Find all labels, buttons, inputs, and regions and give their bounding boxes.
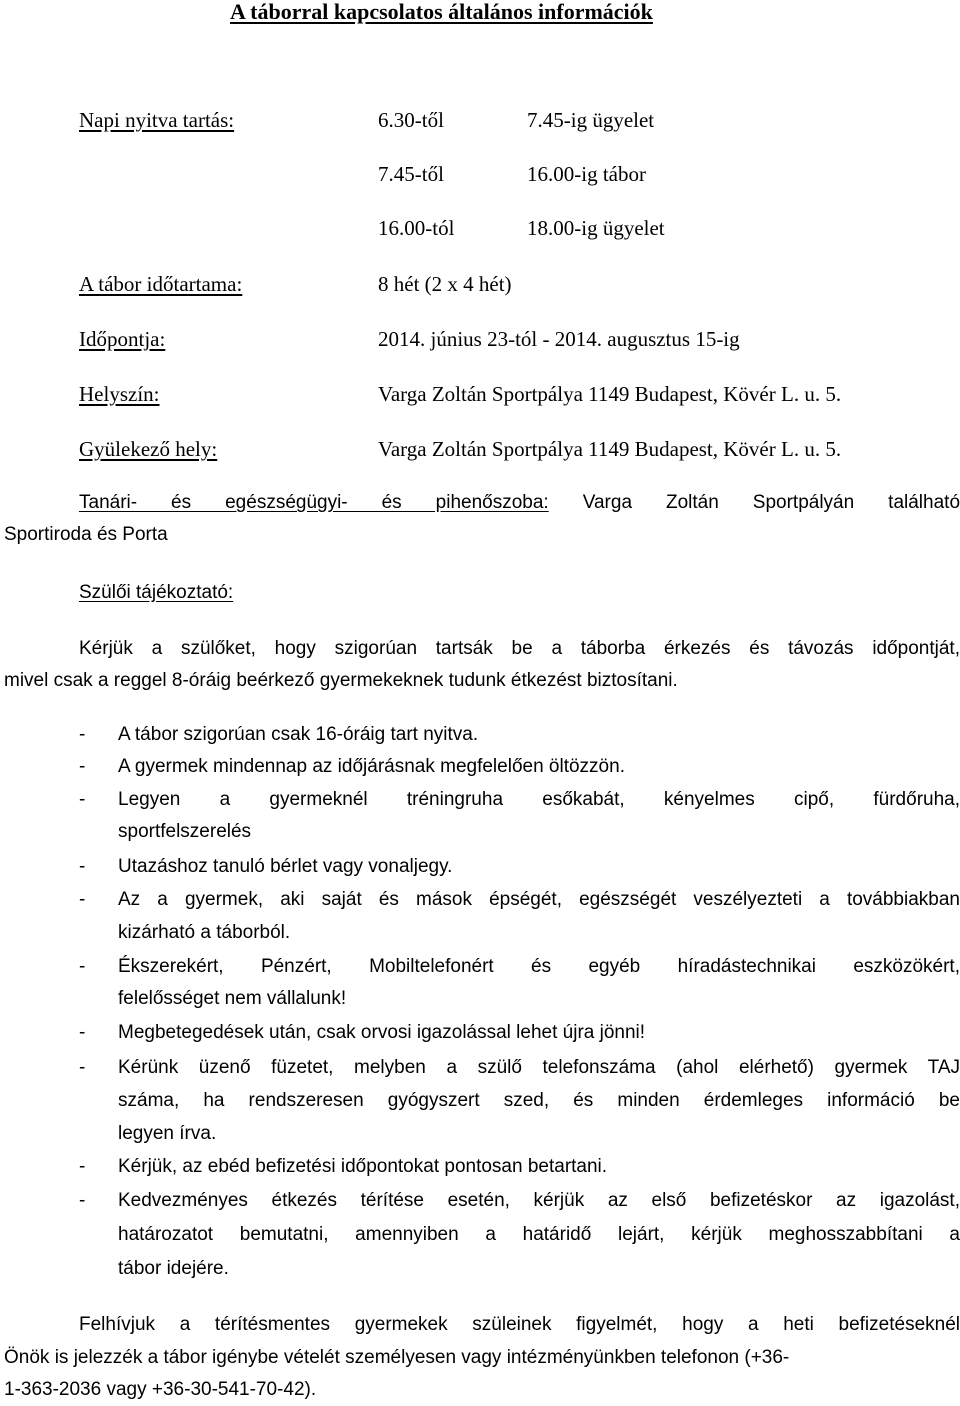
- meeting-label: Gyülekező hely:: [79, 437, 218, 461]
- parents-intro-line2: mivel csak a reggel 8-óráig beérkező gyermekeknek tudunk étkezést biztosítani.: [4, 670, 678, 691]
- rooms-value: Varga Zoltán Sportpályán található: [582, 492, 960, 513]
- parents-intro-line1: Kérjük a szülőket, hogy szigorúan tartsák be a táborba érkezés és távozás időpontját,: [79, 638, 960, 659]
- list-item-2: A gyermek mindennap az időjárásnak megfelelően öltözzön.: [118, 756, 625, 777]
- schedule-to-3: 18.00-ig ügyelet: [527, 216, 665, 240]
- location-value: Varga Zoltán Sportpálya 1149 Budapest, Kövér L. u. 5.: [378, 382, 842, 406]
- bullet-dash: -: [79, 889, 86, 910]
- list-item-10-line3: tábor idejére.: [118, 1258, 229, 1279]
- dates-label: Időpontja:: [79, 327, 166, 351]
- list-item-7: Megbetegedések után, csak orvosi igazolással lehet újra jönni!: [118, 1022, 646, 1043]
- duration-value: 8 hét (2 x 4 hét): [378, 272, 512, 296]
- duration-label: A tábor időtartama:: [79, 272, 243, 296]
- schedule-from-1: 6.30-től: [378, 108, 444, 132]
- list-item-1: A tábor szigorúan csak 16-óráig tart nyitva.: [118, 724, 479, 745]
- schedule-from-2: 7.45-től: [378, 162, 444, 186]
- list-item-9: Kérjük, az ebéd befizetési időpontokat pontosan betartani.: [118, 1156, 608, 1177]
- list-item-3-line1: Legyen a gyermeknél tréningruha esőkabát, kényelmes cipő, fürdőruha,: [118, 789, 960, 810]
- list-item-3-line2: sportfelszerelés: [118, 821, 252, 842]
- parents-heading: Szülői tájékoztató:: [79, 582, 234, 603]
- closing-line2: Önök is jelezzék a tábor igénybe vételét személyesen vagy intézményünkben telefonon (+36-: [4, 1347, 790, 1368]
- dates-value: 2014. június 23-tól - 2014. augusztus 15-ig: [378, 327, 740, 351]
- bullet-dash: -: [79, 1057, 86, 1078]
- bullet-dash: -: [79, 1190, 86, 1211]
- schedule-to-2: 16.00-ig tábor: [527, 162, 646, 186]
- list-item-6-line1: Ékszerekért, Pénzért, Mobiltelefonért és egyéb híradástechnikai eszközökért,: [118, 956, 960, 977]
- rooms-label: Tanári- és egészségügyi- és pihenőszoba:: [79, 492, 549, 513]
- bullet-dash: -: [79, 789, 86, 810]
- schedule-label: Napi nyitva tartás:: [79, 108, 235, 132]
- bullet-dash: -: [79, 856, 86, 877]
- list-item-8-line1: Kérünk üzenő füzetet, melyben a szülő telefonszáma (ahol elérhető) gyermek TAJ: [118, 1057, 960, 1078]
- bullet-dash: -: [79, 1156, 86, 1177]
- list-item-8-line3: legyen írva.: [118, 1123, 217, 1144]
- list-item-4: Utazáshoz tanuló bérlet vagy vonaljegy.: [118, 856, 453, 877]
- rooms-continuation: Sportiroda és Porta: [4, 524, 168, 545]
- list-item-5-line1: Az a gyermek, aki saját és mások épségét, egészségét veszélyezteti a továbbiakban: [118, 889, 960, 910]
- closing-line1: Felhívjuk a térítésmentes gyermekek szüleinek figyelmét, hogy a heti befizetéseknél: [79, 1314, 960, 1335]
- meeting-value: Varga Zoltán Sportpálya 1149 Budapest, Kövér L. u. 5.: [378, 437, 842, 461]
- bullet-dash: -: [79, 1022, 86, 1043]
- page-title: A táborral kapcsolatos általános információk: [230, 0, 653, 24]
- rooms-line: [79, 489, 960, 517]
- bullet-dash: -: [79, 956, 86, 977]
- schedule-to-1: 7.45-ig ügyelet: [527, 108, 655, 132]
- list-item-5-line2: kizárható a táborból.: [118, 922, 291, 943]
- location-label: Helyszín:: [79, 382, 160, 406]
- list-item-10-line2: határozatot bemutatni, amennyiben a határidő lejárt, kérjük meghosszabbítani a: [118, 1224, 960, 1245]
- bullet-dash: -: [79, 756, 86, 777]
- schedule-from-3: 16.00-tól: [378, 216, 455, 240]
- list-item-6-line2: felelősséget nem vállalunk!: [118, 988, 347, 1009]
- bullet-dash: -: [79, 724, 86, 745]
- list-item-8-line2: száma, ha rendszeresen gyógyszert szed, és minden érdemleges információ be: [118, 1090, 960, 1111]
- list-item-10-line1: Kedvezményes étkezés térítése esetén, kérjük az első befizetéskor az igazolást,: [118, 1190, 960, 1211]
- closing-line3: 1-363-2036 vagy +36-30-541-70-42).: [4, 1379, 317, 1400]
